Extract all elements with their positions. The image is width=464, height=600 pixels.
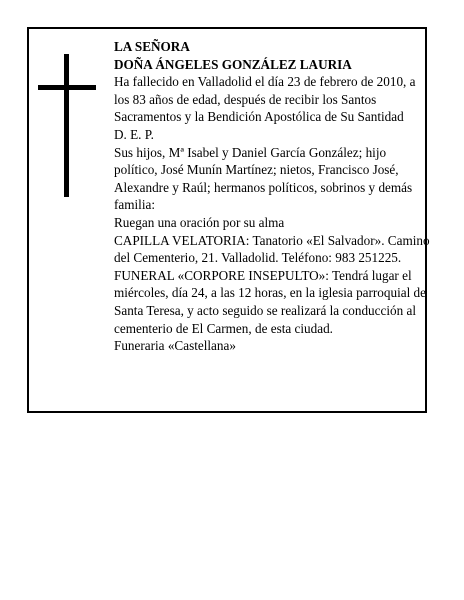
wake-info: CAPILLA VELATORIA: Tanatorio «El Salvador». Camino del Cementerio, 21. Valladolid. Teléfono: 983 251225. — [114, 232, 430, 266]
cross-vertical-bar — [64, 54, 69, 197]
obituary-text — [114, 38, 432, 355]
funeral-info: FUNERAL «CORPORE INSEPULTO»: Tendrá lugar el miércoles, día 24, a las 12 horas, en la iglesia parroquial de Santa Teresa, y acto seguido se realizará la conducción al cementerio de El Carmen, de esta ciudad. — [114, 267, 426, 336]
family-list: Sus hijos, Mª Isabel y Daniel García González; hijo político, José Munín Martínez; nietos, Francisco José, Alexandre y Raúl; hermanos políticos, sobrinos y demás familia: — [114, 144, 413, 213]
rest-in-peace: D. E. P. — [114, 126, 154, 142]
cross-horizontal-bar — [38, 85, 96, 90]
cross-icon — [38, 54, 96, 197]
funeral-home: Funeraria «Castellana» — [114, 338, 236, 354]
notice-heading: LA SEÑORA — [114, 39, 190, 54]
deceased-name: DOÑA ÁNGELES GONZÁLEZ LAURIA — [114, 56, 352, 72]
prayer-request: Ruegan una oración por su alma — [114, 214, 285, 230]
death-announcement: Ha fallecido en Valladolid el día 23 de febrero de 2010, a los 83 años de edad, después de recibir los Santos Sacramentos y la Bendición Apostólica de Su Santidad — [114, 74, 416, 125]
